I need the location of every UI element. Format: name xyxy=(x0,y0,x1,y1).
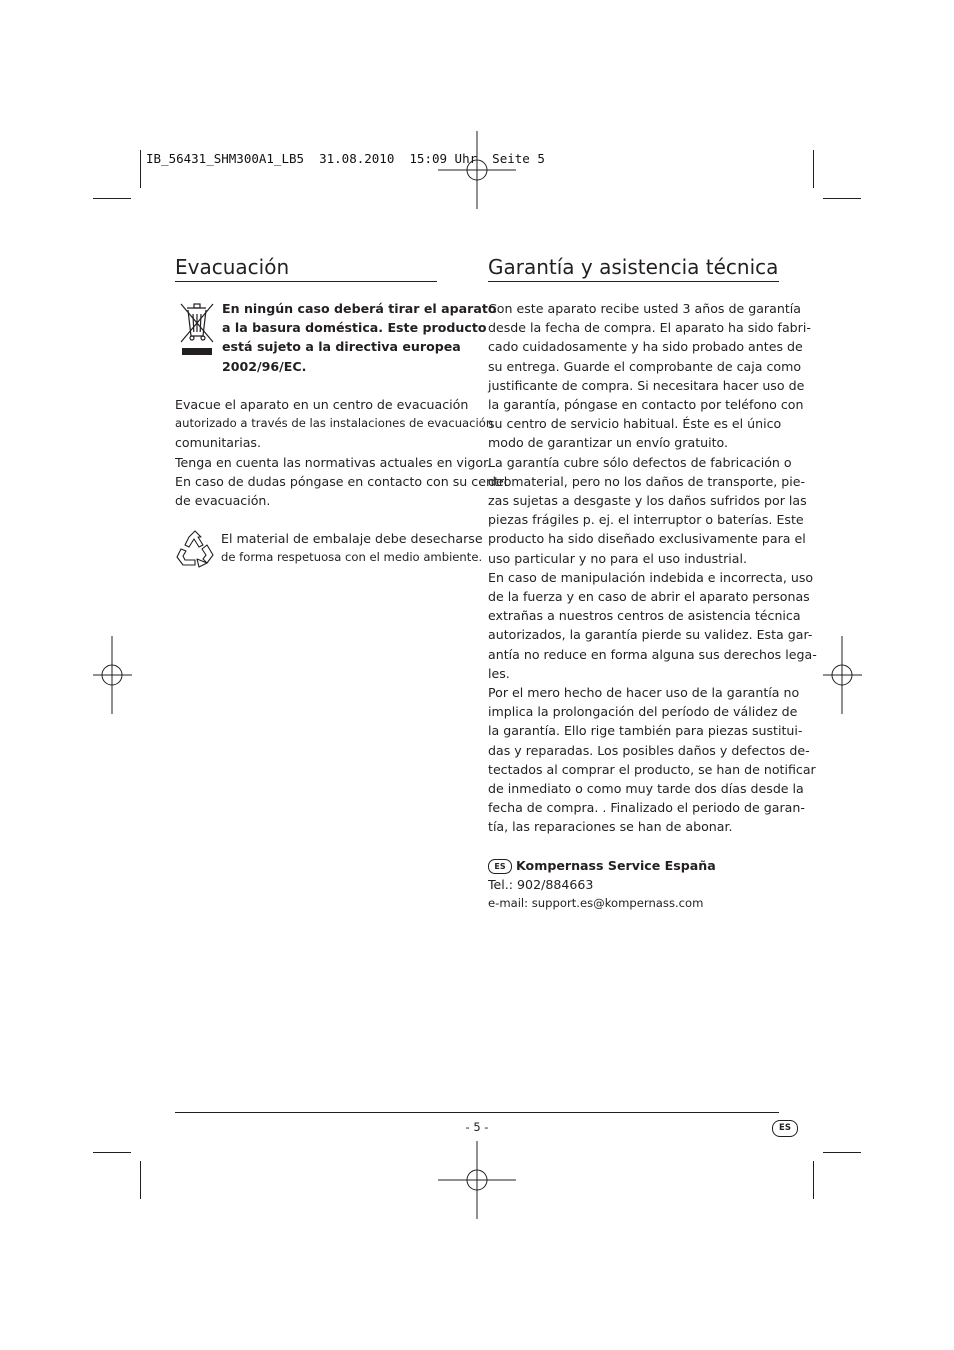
warranty-line: del material, pero no los daños de transporte, pie- xyxy=(488,473,806,489)
body-line: Tenga en cuenta las normativas actuales en vigor. xyxy=(175,454,492,470)
warranty-line: producto ha sido diseñado exclusivamente para el xyxy=(488,531,806,547)
warranty-line: la garantía. Ello rige también para piezas sustitui- xyxy=(488,723,803,739)
crossed-out-wheelie-bin-icon xyxy=(178,300,216,358)
warranty-line: implica la prolongación del período de válidez de xyxy=(488,704,798,720)
warranty-line: Con este aparato recibe usted 3 años de garantía xyxy=(488,301,801,316)
warranty-line: modo de garantizar un envío gratuito. xyxy=(488,435,729,451)
recycling-icon xyxy=(175,529,215,569)
warranty-line: extrañas a nuestros centros de asistencia técnica xyxy=(488,608,801,624)
warranty-line: de la fuerza y en caso de abrir el aparato personas xyxy=(488,589,810,605)
warranty-line: fecha de compra. . Finalizado el periodo de garan- xyxy=(488,800,805,816)
warranty-line: les. xyxy=(488,665,510,681)
disposal-instructions xyxy=(175,395,512,510)
warranty-line: uso particular y no para el uso industrial. xyxy=(488,550,747,566)
section-title-disposal: Evacuación xyxy=(175,255,290,279)
warranty-line: tectados al comprar el producto, se han de notificar xyxy=(488,761,816,777)
service-phone: Tel.: 902/884663 xyxy=(488,877,594,893)
service-contact xyxy=(488,856,780,914)
service-name: Kompernass Service España xyxy=(516,858,716,873)
warranty-line: Por el mero hecho de hacer uso de la garantía no xyxy=(488,685,800,701)
warranty-line: su centro de servicio habitual. Éste es el único xyxy=(488,416,782,432)
service-email: e-mail: support.es@kompernass.com xyxy=(488,896,704,911)
warranty-line: desde la fecha de compra. El aparato ha sido fabri- xyxy=(488,320,811,336)
title-rule xyxy=(488,281,779,282)
warranty-line: autorizados, la garantía pierde su validez. Esta gar- xyxy=(488,627,813,643)
body-line: comunitarias. xyxy=(175,435,261,451)
body-line: En caso de dudas póngase en contacto con su centro xyxy=(175,473,512,489)
title-rule xyxy=(175,281,437,282)
page-number: - 5 - xyxy=(465,1120,489,1134)
packaging-line: de forma respetuosa con el medio ambiente. xyxy=(221,550,483,565)
packaging-note xyxy=(221,529,483,567)
body-line: Evacue el aparato en un centro de evacuación xyxy=(175,397,469,412)
warning-line: está sujeto a la directiva europea xyxy=(222,339,461,355)
disposal-warning xyxy=(222,299,497,376)
warning-line: En ningún caso deberá tirar el aparato xyxy=(222,301,497,316)
country-badge: ES xyxy=(488,859,512,874)
warranty-line: de inmediato o como muy tarde dos días desde la xyxy=(488,781,804,797)
warning-line: 2002/96/EC. xyxy=(222,358,307,374)
body-line: de evacuación. xyxy=(175,493,271,509)
warranty-line: justificante de compra. Si necesitara hacer uso de xyxy=(488,377,805,393)
warranty-line: La garantía cubre sólo defectos de fabricación o xyxy=(488,454,792,470)
warning-line: a la basura doméstica. Este producto xyxy=(222,320,487,336)
language-badge: ES xyxy=(772,1120,798,1137)
warranty-line: tía, las reparaciones se han de abonar. xyxy=(488,819,733,835)
warranty-line: antía no reduce en forma alguna sus derechos lega- xyxy=(488,646,817,662)
warranty-text xyxy=(488,299,817,837)
print-job-header: IB_56431_SHM300A1_LB5 31.08.2010 15:09 Uhr Seite 5 xyxy=(146,151,545,166)
warranty-line: piezas frágiles p. ej. el interruptor o baterías. Este xyxy=(488,512,804,528)
footer-rule xyxy=(175,1112,779,1113)
warranty-line: En caso de manipulación indebida e incorrecta, uso xyxy=(488,569,814,585)
warranty-line: das y reparadas. Los posibles daños y defectos de- xyxy=(488,742,810,758)
body-line: autorizado a través de las instalaciones de evacuación xyxy=(175,416,494,431)
section-title-warranty: Garantía y asistencia técnica xyxy=(488,255,779,279)
packaging-line: El material de embalaje debe desecharse xyxy=(221,531,483,546)
warranty-line: su entrega. Guarde el comprobante de caja como xyxy=(488,358,802,374)
warranty-line: zas sujetas a desgaste y los daños sufridos por las xyxy=(488,493,807,509)
warranty-line: cado cuidadosamente y ha sido probado antes de xyxy=(488,339,803,355)
warranty-line: la garantía, póngase en contacto por teléfono con xyxy=(488,397,804,413)
